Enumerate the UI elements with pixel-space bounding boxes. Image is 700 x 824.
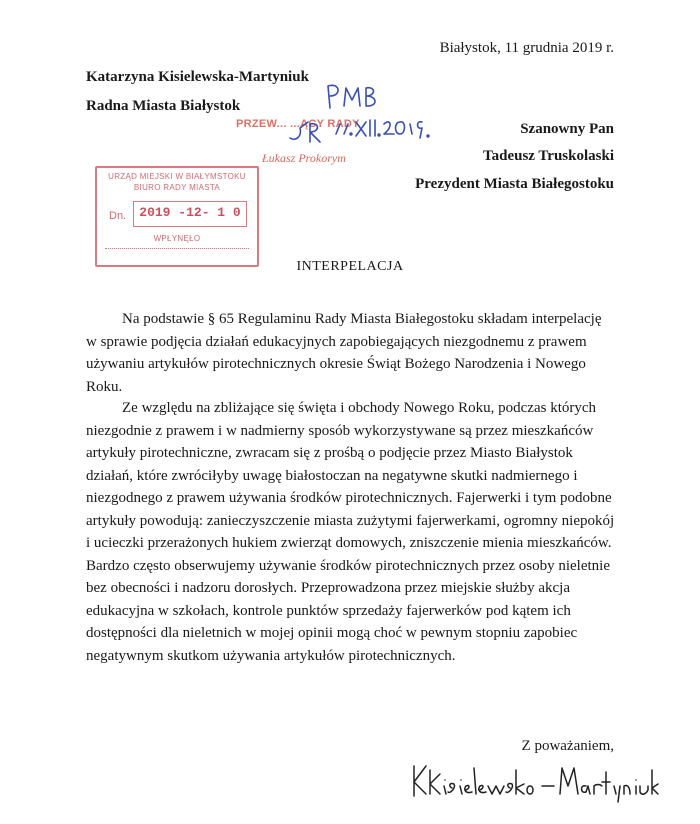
- registry-stamp: [95, 166, 259, 267]
- paragraph-1-text: Na podstawie § 65 Regulaminu Rady Miasta Białegostoku składam interpelację w sprawie podjęcia działań edukacyjnych zapobiegających niezgodnemu z prawem używaniu artykułów pirotechnicznych okresie Świąt Bożego Narodzenia i Nowego Roku.: [86, 311, 602, 395]
- sender-title: Radna Miasta Białystok: [86, 98, 241, 114]
- registry-stamp-dn-label: Dn.: [109, 210, 127, 222]
- paragraph-2-text: Ze względu na zbliżające się święta i obchody Nowego Roku, podczas których niezgodnie z prawem i w nadmierny sposób wykorzystywane są przez mieszkańców artykuły pirotechniczne, zwracam się z prośbą o podjęcie przez Miasto Białystok działań, które zwróciłyby uwagę białostoczan na negatywne skutki nadmiernego i niezgodnego z prawem używania środków pirotechnicznych. Fajerwerki i tym podobne artykuły powodują: zanieczyszczenie miasta zużytymi fajerwerkami, ogromny niepokój i ucieczki przerażonych hukiem zwierząt domowych, zniszczenie mienia mieszkańców. Bardzo często obserwujemy używanie środków pirotechnicznych przez osoby nieletnie bez obecności i nadzoru dorosłych. Przeprowadzona przez miejskie służby akcja edukacyjna w szkołach, kontrole punktów sprzedaży fajerwerków pod kątem ich dostępności dla nieletnich w mojej opinii mogą choć w pewnym stopniu zapobiec negatywnym skutkom używania artykułów pirotechnicznych.: [86, 400, 615, 664]
- registry-stamp-office: URZĄD MIEJSKI W BIAŁYMSTOKU: [108, 172, 246, 181]
- registry-stamp-dotted-line: [105, 248, 249, 249]
- addressee-salutation: Szanowny Pan: [520, 121, 614, 137]
- registry-stamp-received: WPŁYNĘŁO: [153, 234, 201, 243]
- chairman-stamp-text: PRZEW... ...ĄCY RADY: [236, 118, 360, 130]
- handwritten-signature: [408, 758, 658, 808]
- letter-date: Białystok, 11 grudnia 2019 r.: [439, 40, 614, 56]
- closing-salutation: Z poważaniem,: [521, 738, 614, 754]
- paragraph-2: [86, 397, 616, 667]
- addressee-name: Tadeusz Truskolaski: [482, 148, 614, 164]
- chairman-stamp-name: Łukasz Prokorym: [262, 151, 346, 165]
- registry-stamp-date-box: [133, 201, 247, 227]
- addressee-position: Prezydent Miasta Białegostoku: [415, 176, 614, 192]
- registry-stamp-department: BIURO RADY MIASTA: [133, 183, 221, 192]
- handwritten-annotation: [280, 76, 460, 156]
- sender-name: Katarzyna Kisielewska-Martyniuk: [86, 69, 309, 85]
- document-title: INTERPELACJA: [296, 259, 404, 274]
- paragraph-1: [86, 308, 616, 398]
- registry-stamp-date: 2019 -12- 1 0: [139, 205, 241, 220]
